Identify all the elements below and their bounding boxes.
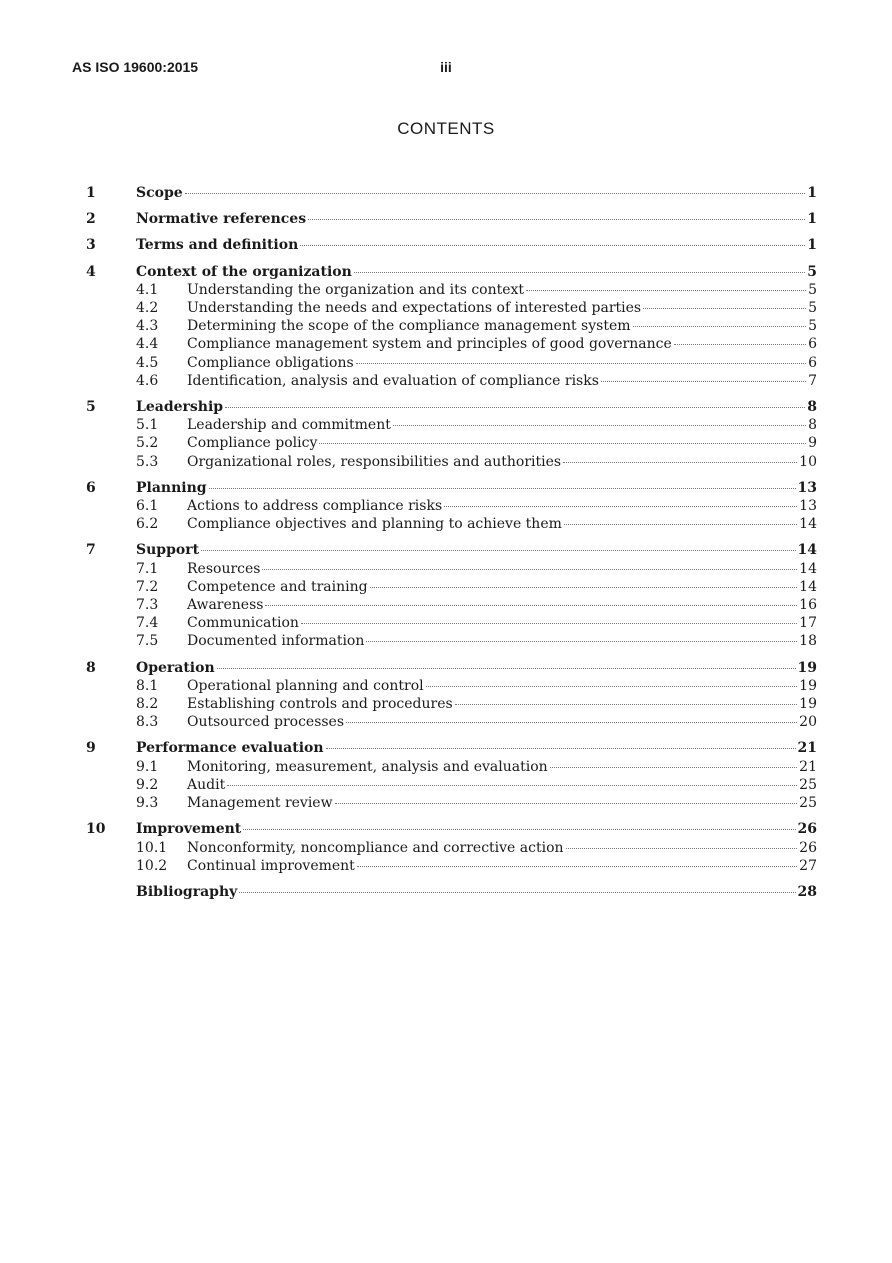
- toc-subentry[interactable]: [86, 453, 817, 471]
- subsection-title: Monitoring, measurement, analysis and evaluation: [187, 758, 548, 775]
- section-title: Normative references: [136, 211, 307, 228]
- subsection-page-number: 25: [799, 795, 817, 812]
- subsection-title: Establishing controls and procedures: [187, 696, 453, 713]
- subsection-page-number: 8: [808, 417, 817, 434]
- dot-leader: [601, 381, 806, 382]
- dot-leader: [366, 641, 797, 642]
- section-page-number: 5: [807, 263, 817, 280]
- section-title: Scope: [136, 185, 183, 201]
- toc-subentry[interactable]: [86, 632, 817, 650]
- subsection-title: Operational planning and control: [187, 677, 424, 694]
- section-number: 8: [86, 659, 96, 676]
- subsection-number: 4.3: [136, 318, 159, 335]
- dot-leader: [201, 550, 795, 551]
- subsection-title: Competence and training: [187, 578, 368, 595]
- subsection-number: 6.1: [136, 498, 159, 515]
- toc-entry[interactable]: [86, 659, 817, 677]
- section-page-number: 21: [797, 740, 817, 757]
- dot-leader: [346, 722, 797, 723]
- toc-subentry[interactable]: [86, 596, 817, 614]
- section-number: 10: [86, 821, 106, 838]
- toc-subentry[interactable]: [86, 515, 817, 533]
- toc-entry[interactable]: [86, 479, 817, 497]
- toc-subentry[interactable]: [86, 299, 817, 317]
- section-number: 2: [86, 211, 96, 228]
- toc-entry[interactable]: [86, 236, 817, 254]
- dot-leader: [674, 344, 806, 345]
- dot-leader: [354, 272, 805, 273]
- subsection-number: 9.2: [136, 776, 159, 793]
- subsection-title: Documented information: [187, 633, 365, 650]
- dot-leader: [444, 506, 797, 507]
- toc-section: [86, 236, 817, 254]
- toc-subentry[interactable]: [86, 434, 817, 452]
- section-title: Context of the organization: [136, 263, 352, 280]
- subsection-title: Organizational roles, responsibilities and authorities: [187, 453, 562, 470]
- subsection-number: 9.1: [136, 758, 159, 775]
- dot-leader: [357, 866, 797, 867]
- section-page-number: 14: [797, 542, 817, 559]
- toc-subentry[interactable]: [86, 281, 817, 299]
- toc-entry[interactable]: [86, 739, 817, 757]
- dot-leader: [393, 425, 806, 426]
- document-id: AS ISO 19600:2015: [72, 59, 199, 75]
- subsection-page-number: 25: [799, 776, 817, 793]
- subsection-title: Management review: [187, 795, 333, 812]
- dot-leader: [526, 290, 806, 291]
- table-of-contents: [86, 184, 817, 909]
- dot-leader: [301, 623, 797, 624]
- section-title: Planning: [136, 479, 207, 496]
- subsection-page-number: 6: [808, 336, 817, 353]
- toc-subentry[interactable]: [86, 578, 817, 596]
- toc-section: [86, 263, 817, 390]
- subsection-title: Identification, analysis and evaluation of compliance risks: [187, 372, 599, 389]
- bibliography-page-number: 28: [797, 883, 817, 900]
- subsection-page-number: 9: [808, 435, 817, 452]
- subsection-page-number: 14: [799, 578, 817, 595]
- subsection-page-number: 5: [808, 281, 817, 298]
- subsection-page-number: 7: [808, 372, 817, 389]
- dot-leader: [633, 326, 807, 327]
- dot-leader: [217, 668, 796, 669]
- subsection-number: 8.3: [136, 714, 159, 731]
- dot-leader: [308, 219, 805, 220]
- subsection-page-number: 21: [799, 758, 817, 775]
- section-title: Terms and definition: [136, 237, 299, 254]
- toc-subentry[interactable]: [86, 677, 817, 695]
- toc-section: [86, 479, 817, 534]
- subsection-title: Compliance policy: [187, 435, 318, 452]
- toc-subentry[interactable]: [86, 758, 817, 776]
- subsection-number: 4.5: [136, 354, 159, 371]
- section-page-number: 1: [807, 237, 817, 254]
- section-page-number: 8: [807, 399, 817, 416]
- section-title: Operation: [136, 659, 215, 676]
- dot-leader: [335, 803, 798, 804]
- toc-entry[interactable]: [86, 184, 817, 202]
- subsection-title: Resources: [187, 560, 261, 577]
- section-page-number: 19: [797, 659, 817, 676]
- section-number: 1: [86, 185, 96, 201]
- section-page-number: 13: [797, 479, 817, 496]
- page-title: CONTENTS: [397, 119, 495, 138]
- section-page-number: 26: [797, 821, 817, 838]
- dot-leader: [564, 524, 797, 525]
- toc-section: [86, 883, 817, 901]
- toc-subentry[interactable]: [86, 776, 817, 794]
- toc-section: [86, 820, 817, 875]
- dot-leader: [262, 569, 797, 570]
- page-number: iii: [440, 59, 452, 75]
- subsection-number: 4.1: [136, 281, 159, 298]
- toc-subentry[interactable]: [86, 695, 817, 713]
- subsection-number: 7.2: [136, 578, 159, 595]
- toc-entry[interactable]: [86, 541, 817, 559]
- section-title: Support: [136, 542, 200, 559]
- section-number: 6: [86, 479, 96, 496]
- subsection-title: Nonconformity, noncompliance and corrective action: [187, 839, 564, 856]
- dot-leader: [643, 308, 806, 309]
- subsection-page-number: 19: [799, 696, 817, 713]
- subsection-title: Actions to address compliance risks: [187, 498, 443, 515]
- subsection-page-number: 10: [799, 453, 817, 470]
- dot-leader: [356, 363, 806, 364]
- subsection-title: Audit: [187, 776, 226, 793]
- subsection-page-number: 5: [808, 318, 817, 335]
- toc-section: [86, 398, 817, 471]
- toc-section: [86, 184, 817, 202]
- subsection-title: Leadership and commitment: [187, 417, 391, 434]
- toc-entry[interactable]: [86, 398, 817, 416]
- toc-subentry[interactable]: [86, 794, 817, 812]
- subsection-page-number: 26: [799, 839, 817, 856]
- subsection-page-number: 14: [799, 516, 817, 533]
- toc-subentry[interactable]: [86, 317, 817, 335]
- toc-section: [86, 210, 817, 228]
- section-title: Improvement: [136, 821, 242, 838]
- dot-leader: [550, 767, 798, 768]
- toc-subentry[interactable]: [86, 614, 817, 632]
- subsection-page-number: 20: [799, 714, 817, 731]
- dot-leader: [319, 443, 806, 444]
- section-number: 4: [86, 263, 96, 280]
- section-title: Leadership: [136, 399, 224, 416]
- subsection-title: Communication: [187, 615, 299, 632]
- subsection-number: 6.2: [136, 516, 159, 533]
- toc-subentry[interactable]: [86, 839, 817, 857]
- subsection-title: Compliance obligations: [187, 354, 354, 371]
- subsection-number: 7.1: [136, 560, 159, 577]
- subsection-number: 4.4: [136, 336, 159, 353]
- subsection-number: 7.3: [136, 597, 159, 614]
- subsection-number: 8.1: [136, 677, 159, 694]
- section-number: 7: [86, 542, 96, 559]
- subsection-number: 5.1: [136, 417, 159, 434]
- dot-leader: [265, 605, 797, 606]
- dot-leader: [209, 488, 796, 489]
- subsection-number: 4.2: [136, 300, 159, 317]
- subsection-title: Determining the scope of the compliance management system: [187, 318, 631, 335]
- subsection-number: 8.2: [136, 696, 159, 713]
- subsection-number: 7.4: [136, 615, 159, 632]
- subsection-number: 5.3: [136, 453, 159, 470]
- subsection-title: Awareness: [187, 597, 264, 614]
- subsection-page-number: 5: [808, 300, 817, 317]
- dot-leader: [426, 686, 798, 687]
- toc-entry[interactable]: [86, 263, 817, 281]
- toc-entry[interactable]: [86, 210, 817, 228]
- subsection-title: Outsourced processes: [187, 714, 345, 731]
- toc-subentry[interactable]: [86, 560, 817, 578]
- section-number: 3: [86, 237, 96, 254]
- dot-leader: [225, 407, 805, 408]
- subsection-page-number: 18: [799, 633, 817, 650]
- section-page-number: 1: [807, 185, 817, 201]
- dot-leader: [239, 892, 795, 893]
- section-page-number: 1: [807, 211, 817, 228]
- dot-leader: [326, 748, 796, 749]
- subsection-title: Compliance management system and principles of good governance: [187, 336, 672, 353]
- dot-leader: [455, 704, 798, 705]
- toc-section: [86, 659, 817, 732]
- dot-leader: [370, 587, 798, 588]
- subsection-title: Compliance objectives and planning to achieve them: [187, 516, 562, 533]
- toc-subentry[interactable]: [86, 354, 817, 372]
- section-number: 9: [86, 740, 96, 757]
- dot-leader: [563, 462, 797, 463]
- toc-subentry[interactable]: [86, 335, 817, 353]
- toc-subentry[interactable]: [86, 497, 817, 515]
- toc-subentry[interactable]: [86, 857, 817, 875]
- subsection-title: Understanding the needs and expectations of interested parties: [187, 300, 642, 317]
- subsection-page-number: 27: [799, 857, 817, 874]
- subsection-number: 9.3: [136, 795, 159, 812]
- toc-section: [86, 739, 817, 812]
- toc-entry-bibliography[interactable]: [86, 883, 817, 901]
- subsection-number: 4.6: [136, 372, 159, 389]
- subsection-title: Understanding the organization and its context: [187, 281, 525, 298]
- section-title: Performance evaluation: [136, 740, 324, 757]
- toc-subentry[interactable]: [86, 416, 817, 434]
- subsection-page-number: 17: [799, 615, 817, 632]
- dot-leader: [566, 848, 798, 849]
- subsection-title: Continual improvement: [187, 857, 355, 874]
- subsection-page-number: 6: [808, 354, 817, 371]
- subsection-number: 10.2: [136, 857, 168, 874]
- dot-leader: [227, 785, 797, 786]
- subsection-number: 5.2: [136, 435, 159, 452]
- toc-subentry[interactable]: [86, 713, 817, 731]
- subsection-page-number: 14: [799, 560, 817, 577]
- bibliography-title: Bibliography: [136, 883, 238, 900]
- toc-section: [86, 541, 817, 650]
- dot-leader: [185, 193, 806, 194]
- dot-leader: [300, 245, 805, 246]
- subsection-number: 7.5: [136, 633, 159, 650]
- toc-subentry[interactable]: [86, 372, 817, 390]
- dot-leader: [243, 829, 795, 830]
- subsection-number: 10.1: [136, 839, 168, 856]
- section-number: 5: [86, 399, 96, 416]
- subsection-page-number: 19: [799, 677, 817, 694]
- toc-entry[interactable]: [86, 820, 817, 838]
- subsection-page-number: 13: [799, 498, 817, 515]
- subsection-page-number: 16: [799, 597, 817, 614]
